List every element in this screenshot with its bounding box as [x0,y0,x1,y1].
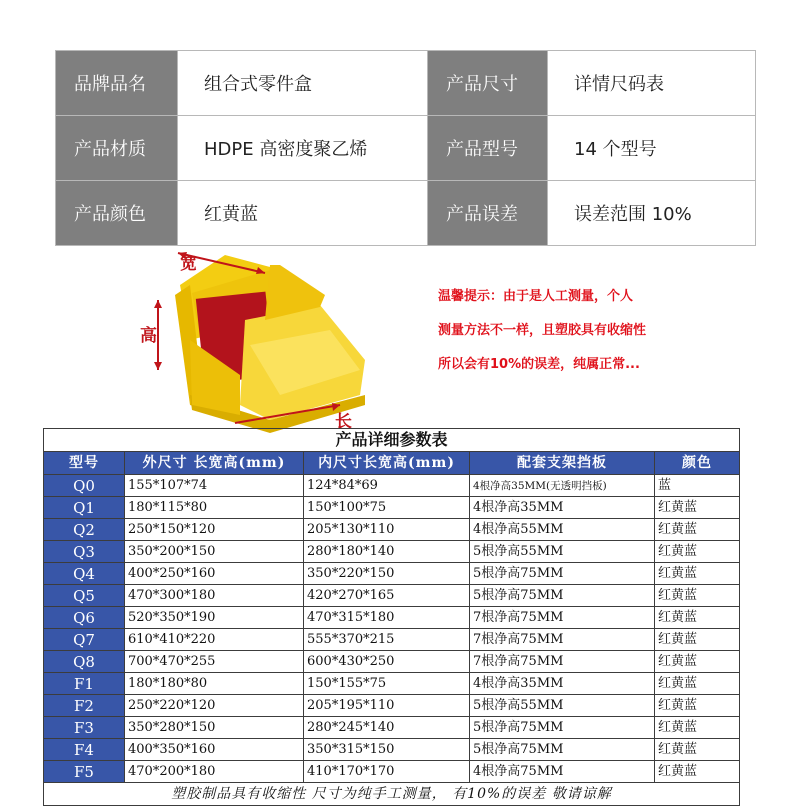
spec-value: 组合式零件盒 [178,51,428,116]
bracket-cell: 5根净高75MM [470,717,655,739]
spec-value: 14 个型号 [548,116,756,181]
bracket-cell: 7根净高75MM [470,629,655,651]
model-cell: Q4 [44,563,125,585]
table-row [44,475,740,497]
outer-size-cell: 520*350*190 [125,607,304,629]
spec-key: 产品材质 [56,116,178,181]
bracket-cell: 4根净高35MM [470,497,655,519]
tip-line-2: 测量方法不一样，且塑胶具有收缩性 [438,323,647,338]
color-cell: 红黄蓝 [655,497,740,519]
bracket-cell: 5根净高75MM [470,585,655,607]
table-row [44,717,740,739]
color-cell: 红黄蓝 [655,651,740,673]
outer-size-cell: 470*200*180 [125,761,304,783]
parameter-header-cell: 外尺寸 长宽高(mm) [125,452,304,475]
table-row [44,585,740,607]
table-row [44,629,740,651]
model-cell: Q1 [44,497,125,519]
tip-line-3: 所以会有10%的误差，纯属正常... [438,357,640,372]
spec-key: 产品颜色 [56,181,178,246]
inner-size-cell: 350*315*150 [304,739,470,761]
inner-size-cell: 205*195*110 [304,695,470,717]
bracket-cell: 5根净高75MM [470,739,655,761]
inner-size-cell: 600*430*250 [304,651,470,673]
outer-size-cell: 155*107*74 [125,475,304,497]
height-label: 高 [140,326,157,346]
outer-size-cell: 610*410*220 [125,629,304,651]
spec-row [56,116,756,181]
color-cell: 红黄蓝 [655,629,740,651]
parameter-header-cell: 内尺寸长宽高(mm) [304,452,470,475]
bracket-cell: 4根净高35MM(无透明挡板) [470,475,655,497]
spec-row [56,181,756,246]
inner-size-cell: 555*370*215 [304,629,470,651]
spec-value: HDPE 高密度聚乙烯 [178,116,428,181]
color-cell: 红黄蓝 [655,585,740,607]
parameter-header-cell: 颜色 [655,452,740,475]
model-cell: Q8 [44,651,125,673]
inner-size-cell: 410*170*170 [304,761,470,783]
table-row [44,563,740,585]
color-cell: 红黄蓝 [655,519,740,541]
parameter-header-row [44,452,740,475]
inner-size-cell: 150*155*75 [304,673,470,695]
model-cell: F5 [44,761,125,783]
color-cell: 蓝 [655,475,740,497]
spec-table [55,50,756,246]
model-cell: F2 [44,695,125,717]
tip-line-1: 温馨提示：由于是人工测量，个人 [438,289,634,304]
outer-size-cell: 350*280*150 [125,717,304,739]
length-label: 长 [335,412,352,432]
bracket-cell: 4根净高75MM [470,761,655,783]
table-row [44,761,740,783]
width-label: 宽 [180,254,197,274]
table-row [44,651,740,673]
color-cell: 红黄蓝 [655,739,740,761]
color-cell: 红黄蓝 [655,673,740,695]
model-cell: Q5 [44,585,125,607]
outer-size-cell: 180*180*80 [125,673,304,695]
model-cell: F4 [44,739,125,761]
bracket-cell: 4根净高35MM [470,673,655,695]
spec-key: 产品误差 [428,181,548,246]
inner-size-cell: 205*130*110 [304,519,470,541]
table-row [44,695,740,717]
model-cell: Q0 [44,475,125,497]
table-row [44,541,740,563]
table-row [44,673,740,695]
bracket-cell: 5根净高75MM [470,563,655,585]
color-cell: 红黄蓝 [655,761,740,783]
bracket-cell: 5根净高55MM [470,695,655,717]
inner-size-cell: 280*180*140 [304,541,470,563]
outer-size-cell: 700*470*255 [125,651,304,673]
outer-size-cell: 180*115*80 [125,497,304,519]
spec-value: 红黄蓝 [178,181,428,246]
bracket-cell: 5根净高55MM [470,541,655,563]
color-cell: 红黄蓝 [655,695,740,717]
model-cell: Q2 [44,519,125,541]
spec-value: 详情尺码表 [548,51,756,116]
parameter-table [43,428,740,806]
bracket-cell: 7根净高75MM [470,607,655,629]
spec-key: 产品型号 [428,116,548,181]
table-row [44,607,740,629]
model-cell: F1 [44,673,125,695]
spec-row [56,51,756,116]
color-cell: 红黄蓝 [655,607,740,629]
outer-size-cell: 350*200*150 [125,541,304,563]
table-row [44,519,740,541]
outer-size-cell: 250*220*120 [125,695,304,717]
inner-size-cell: 350*220*150 [304,563,470,585]
parameter-footer-row [44,783,740,806]
spec-key: 品牌品名 [56,51,178,116]
table-row [44,739,740,761]
spec-key: 产品尺寸 [428,51,548,116]
model-cell: Q7 [44,629,125,651]
product-image [130,245,390,435]
outer-size-cell: 470*300*180 [125,585,304,607]
outer-size-cell: 400*250*160 [125,563,304,585]
color-cell: 红黄蓝 [655,541,740,563]
inner-size-cell: 470*315*180 [304,607,470,629]
inner-size-cell: 420*270*165 [304,585,470,607]
inner-size-cell: 280*245*140 [304,717,470,739]
inner-size-cell: 124*84*69 [304,475,470,497]
spec-value: 误差范围 10% [548,181,756,246]
parameter-footer-note: 塑胶制品具有收缩性 尺寸为纯手工测量， 有10%的误差 敬请谅解 [44,783,740,806]
outer-size-cell: 400*350*160 [125,739,304,761]
model-cell: F3 [44,717,125,739]
model-cell: Q6 [44,607,125,629]
color-cell: 红黄蓝 [655,717,740,739]
bracket-cell: 7根净高75MM [470,651,655,673]
bracket-cell: 4根净高55MM [470,519,655,541]
inner-size-cell: 150*100*75 [304,497,470,519]
parameter-header-cell: 配套支架挡板 [470,452,655,475]
outer-size-cell: 250*150*120 [125,519,304,541]
color-cell: 红黄蓝 [655,563,740,585]
table-row [44,497,740,519]
model-cell: Q3 [44,541,125,563]
parameter-header-cell: 型号 [44,452,125,475]
parameter-table-title: 产品详细参数表 [44,429,740,452]
